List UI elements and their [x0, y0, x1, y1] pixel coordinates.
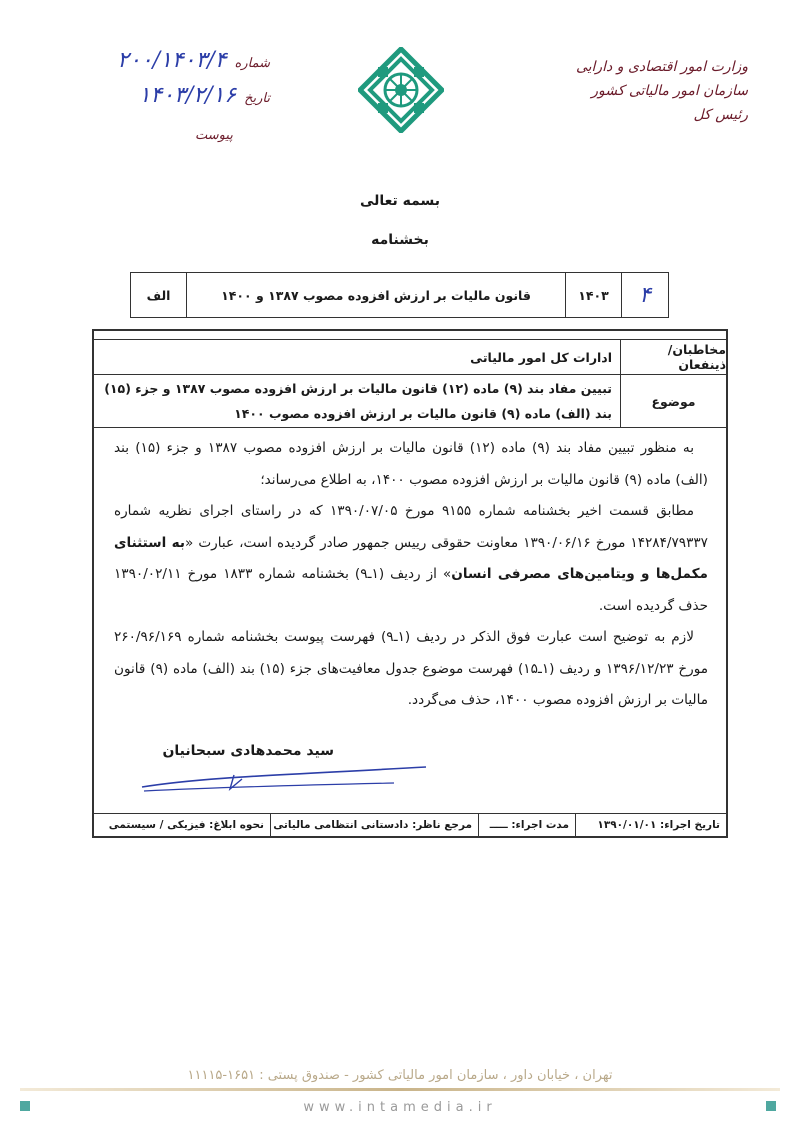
postal-address: تهران ، خیابان داور ، سازمان امور مالیاتی کشور - صندوق پستی : ۱۶۵۱-۱۱۱۱۵ — [187, 1068, 613, 1083]
reference-code: الف — [146, 287, 171, 303]
exec-date: تاریخ اجراء: ۱۳۹۰/۰۱/۰۱ — [575, 814, 726, 836]
corner-square-left — [20, 1101, 30, 1111]
body-emphasis: به استثنای مکمل‌ها و ویتامین‌های مصرفی انسان — [114, 534, 708, 582]
signatory-name: سید محمدهادی سبحانیان — [162, 743, 334, 759]
body-paragraph: به منظور تبیین مفاد بند (۹) ماده (۱۲) قانون مالیات بر ارزش افزوده مصوب ۱۳۸۷ و جزء (۱۵) بند (الف) ماده (۹) قانون مالیات بر ارزش افزوده مصوب ۱۴۰۰، به اطلاع می‌رساند؛ — [114, 440, 708, 488]
letter-date-row — [70, 83, 270, 108]
signature-stroke — [134, 765, 434, 795]
footer-divider — [20, 1088, 780, 1091]
ministry-heading — [528, 55, 748, 127]
letter-number-value: ۲۰۰/۱۴۰۳/۴ — [117, 48, 227, 73]
audience-value: ادارات کل امور مالیاتی — [470, 349, 612, 365]
delivery-method: نحوه ابلاغ: فیزیکی / سیستمی — [108, 819, 264, 831]
body-text: » از ردیف (۱ـ۹) بخشنامه شماره ۱۸۳۳ مورخ ۱۳۹۰/۰۲/۱۱ حذف گردیده است. — [114, 566, 708, 614]
body-text: مطابق قسمت اخیر بخشنامه شماره ۹۱۵۵ مورخ ۱۳۹۰/۰۷/۰۵ که در راستای اجرای نظریه شماره ۱۴۲۸۴/۷۹۳۳۷ مورخ ۱۳۹۰/۰۶/۱۶ معاونت حقوقی رییس جمهور صادر گردیده است، عبارت « — [114, 503, 708, 551]
subject-value: تبیین مفاد بند (۹) ماده (۱۲) قانون مالیات بر ارزش افزوده مصوب ۱۳۸۷ و جزء (۱۵) بند (الف) ماده (۹) قانون مالیات بر ارزش افزوده مصوب ۱۴۰۰ — [104, 381, 612, 421]
letter-number-row — [70, 48, 270, 73]
ministry-line: سازمان امور مالیاتی کشور — [591, 83, 748, 99]
circular-title: بخشنامه — [371, 232, 429, 248]
subject-row — [94, 375, 726, 428]
website-url: www.intamedia.ir — [303, 1100, 497, 1115]
ministry-line: رئیس کل — [693, 107, 748, 123]
tax-organization-logo — [358, 47, 444, 133]
audience-row — [94, 340, 726, 375]
corner-square-right — [766, 1101, 776, 1111]
body-paragraph — [114, 496, 708, 622]
subject-label: موضوع — [620, 375, 726, 427]
reference-handwritten-number: ۴ — [621, 273, 668, 317]
supervisor: مرجع ناظر: دادستانی انتظامی مالیاتی — [270, 814, 478, 836]
header-table — [94, 339, 726, 428]
exec-duration: مدت اجراء: ـــــ — [478, 814, 575, 836]
reference-strip — [130, 272, 669, 318]
ministry-line: وزارت امور اقتصادی و دارایی — [575, 59, 748, 75]
body-paragraph: لازم به توضیح است عبارت فوق الذکر در ردیف (۱ـ۹) فهرست پیوست بخشنامه شماره ۲۶۰/۹۶/۱۶۹ مورخ ۱۳۹۶/۱۲/۲۳ و ردیف (۱ـ۱۵) فهرست موضوع جدول معافیت‌های جزء (۱۵) بند (الف) ماده (۹) قانون مالیات بر ارزش افزوده مصوب ۱۴۰۰، حذف می‌گردد. — [114, 629, 709, 708]
letter-meta — [70, 48, 270, 108]
audience-label: مخاطبان/ذینفعان — [620, 340, 726, 374]
bismillah: بسمه تعالی — [359, 193, 441, 209]
reference-subject: قانون مالیات بر ارزش افزوده مصوب ۱۳۸۷ و ۱۴۰۰ — [186, 273, 565, 317]
attachment-label: پیوست — [195, 128, 233, 143]
circular-body — [114, 433, 708, 717]
reference-year: ۱۴۰۳ — [565, 273, 621, 317]
letter-date-value: ۱۴۰۳/۲/۱۶ — [138, 83, 237, 108]
circular-frame — [92, 329, 728, 838]
letter-date-label: تاریخ — [244, 91, 270, 106]
footer-row — [94, 813, 726, 836]
letter-number-label: شماره — [234, 56, 270, 71]
